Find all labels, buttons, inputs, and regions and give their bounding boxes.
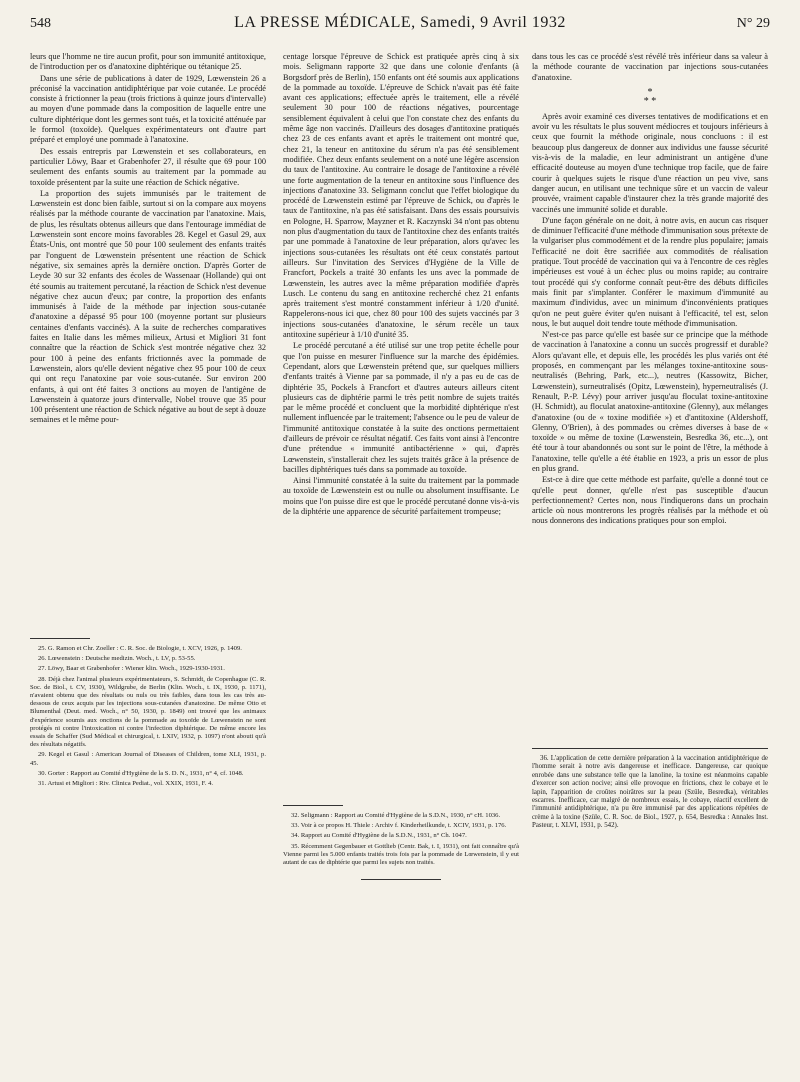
column-1-body [30,52,266,632]
paragraph: Des essais entrepris par Lœwenstein et ses collaborateurs, en particulier Löwy, Baar et Grabenhofer 27, il résulte que 69 pour 100 seulement des enfants soumis au traitement par la pommade au toxoïde présentent par la suite une réaction de Schick négative. [30,146,266,187]
column-1 [30,52,266,1067]
column-2-body [283,52,519,799]
column-3-body [532,52,768,742]
footnotes [283,812,519,867]
footnote: 27. Löwy, Baar et Grabenhofer : Wiener klin. Woch., 1929-1930-1931. [38,665,225,673]
footnote: 29. Kegel et Gasul : American Journal of Diseases of Children, tome XLI, 1931, p. 45. [30,751,266,767]
paragraph: N'est-ce pas parce qu'elle est basée sur ce principe que la méthode de vaccination à l'anatoxine a connu un succès progressif et durable? Alors qu'avant elle, et depuis elle, les procédés les plus variés ont été proposés, en commençant par les mélanges toxine-antitoxine sous-neutralisés (Behring, Park, etc...), neutres (Kassowitz, Bicher, Lœwenstein), surneutralisés (Opitz, Lœwenstein), hyperneutralisés (J. Renault, P.-P. Lévy) pour arriver jusqu'au floculat toxine-antitoxine (H. Schmidt), au floculat anatoxine-antitoxine (Glenny), aux mélanges d'anatoxine (ou de « toxine modifiée ») et d'antitoxine (Aldershoff, Glenny, O'Brien), à des pommades ou crèmes diverses à base de « toxoïde » ou même de toxine (Lœwenstein, Besredka 36, etc...), ont été tour à tour abandonnés ou sont sur le point de l'être, la méthode à l'anatoxine, telle qu'elle a été établie en 1923, a pris un essor de plus en plus grand. [532,330,768,473]
paragraph: Est-ce à dire que cette méthode est parfaite, qu'elle a donné tout ce qu'elle peut donner, qu'elle n'est pas susceptible d'aucun perfectionnement? Certes non, nous l'indiquerons dans un prochain article où nous montrerons les progrès réalisés par la méthode et où nous donnerons des indications pratiques pour son emploi. [532,475,768,526]
footnotes [532,755,768,831]
footnote-divider [532,748,768,749]
footnote: 35. Récemment Gegenbauer et Gottlieb (Centr. Bak, t. I, 1931), ont fait connaître qu'à Vienne parmi les 5.000 enfants traités trois fois par la pommade de Lœwenstein, il y eut autant de cas de diphtérie que parmi les sujets non traités. [283,842,519,867]
footnote: 28. Déjà chez l'animal plusieurs expérimentateurs, S. Schmidt, de Copenhague (C. R. Soc. de Biol., t. CV, 1930), Wildgrube, de Berlin (Klin. Woch., t. IX, 1930, p. 1171), n'avaient obtenu que des résultats ou nuls ou très faibles, dans tous les cas très au-dessous de ceux acquis par les injections sous-cutanées d'anatoxine. De même Otto et Blumenthal (Deut. med. Woch., n° 50, 1930, p. 1849) ont trouvé que les animaux d'expérience soumis aux onctions de la pommade au toxoïde de Lœwenstein ne sont protégés ni contre l'intoxication ni contre l'infection diphtérique. De même encore les essais de Schaffer (Sud Médical et chirurgical, t. LXIV, 1932, p. 1097) n'ont abouti qu'à des résultats négatifs. [30,675,266,749]
paragraph: Dans une série de publications à dater de 1929, Lœwenstein 26 a préconisé la vaccination antidiphtérique par voie cutanée. Le procédé consiste à frictionner la peau (trois frictions à quinze jours d'intervalle) au moyen d'une pommade dans la composition de laquelle entre une culture diphtérique dont les germes sont tués, et la toxicité atténuée par le formol (toxoïde). Quelques expérimentateurs ont d'autre part préparé et employé une pommade à l'anatoxine. [30,73,266,145]
footnote: 31. Artusi et Migliori : Riv. Clinica Pediat., vol. XXIX, 1931, F. 4. [38,780,214,788]
paragraph: D'une façon générale on ne doit, à notre avis, en aucun cas risquer de diminuer l'efficacité d'une méthode d'immunisation sous prétexte de la vulgariser plus commodément et de la rendre plus populaire; jamais l'efficacité ne doit être sacrifiée aux commodités de réalisation pratique. Tout procédé de vaccination qui va à l'encontre de ces règles impérieuses est voué à un échec plus ou moins rapide; au contraire tout procédé qui s'y conforme connaît peut-être des débuts difficiles mais finit par s'implanter. Conférer le maximum d'immunité au maximum d'individus, avec un minimum d'inconvénients pratiques qu'on ne peut guère éviter qu'en nuisant à l'efficacité, tel est, selon nous, le but auquel doit tendre toute méthode d'immunisation. [532,215,768,328]
column-2 [283,52,519,1067]
footnote: 32. Seligmann : Rapport au Comité d'Hygiène de la S.D.N., 1930, n° cH. 1036. [291,812,501,819]
footnote: 26. Lœwenstein : Deutsche medizin. Woch., t. LV, p. 53-55. [38,655,196,663]
page-number: 548 [30,16,51,31]
paragraph: Ainsi l'immunité constatée à la suite du traitement par la pommade au toxoïde de Lœwenstein est ou nulle ou absolument insuffisante. Le moins que l'on puisse dire est que le procédé percutané donne vis-à-vis de la diphtérie une apparence de sécurité parfaitement trompeuse; [283,476,519,517]
footnote-divider [30,638,90,639]
paragraph: centage lorsque l'épreuve de Schick est pratiquée après cinq à six mois. Seligmann rapporte 32 que dans une colonie d'enfants (à Borgsdorf près de Berlin), 150 enfants ont été soumis aux applications de la pommade au toxoïde. L'épreuve de Schick n'avait pas été faite avant ces applications; effectuée après le traitement, elle a révélé seulement 30 pour 100 de réactions négatives, pourcentage sensiblement équivalent à celui que l'on constate chez des enfants du même âge non vaccinés. D'ailleurs des dosages d'antitoxine pratiqués chez 23 de ces enfants avant et après le traitement ont montré que, chez 21, la teneur en antitoxine du sérum n'a pas été sensiblement modifiée. Chez deux enfants seulement on a noté une légère ascension du taux de l'antitoxine. Au contraire le dosage de l'antitoxine a révélé une forte augmentation de la teneur en antitoxine sous l'influence des injections d'anatoxine 33. Seligmann conclut que l'effet biologique du procédé de Lœwenstein estimé par l'épreuve de Schick, ou d'après le taux de l'antitoxine, n'a pas été satisfaisant. Dans des essais poursuivis en Pologne, H. Sparrow, Mayzner et R. Kaczynski 34 n'ont pas obtenu non plus d'augmentation du taux de l'antitoxine chez des enfants traités par une pommade à l'anatoxine de leur préparation, alors qu'avec les injections sous-cutanées les résultats ont été ceux constatés partout ailleurs. Sur l'invitation des Services d'Hygiène de la Ville de Francfort, Pockels a traité 30 enfants les uns avec la pommade de Lœwenstein, les autres avec la même préparation modifiée d'après Lusch. Le contenu du sang en antitoxine recherché chez 21 enfants après traitement s'est montré constamment inférieur à 1/20 d'unité. Rappelerons-nous ici que, chez 80 pour 100 des sujets vaccinés par 3 injections sous-cutanées d'anatoxine, le sérum recèle un taux antitoxine supérieur à 1/10 d'unité 35. [283,52,519,340]
footnote: 36. L'application de cette dernière préparation à la vaccination antidiphtérique de l'homme serait à notre avis dangereuse et inefficace. Dangereuse, car quoique enrobée dans une substance telle que la lanoline, la toxine est néanmoins capable d'exercer son action nocive; ainsi elle provoque en frictions, chez le cobaye et le lapin, l'apparition de croûtes noirâtres sur la peau (Szüle, Besredka), véritables escarres. Inefficace, car malgré de nombreux essais, le cobaye, réactif excellent de l'immunité antidiphtérique, n'a pu être immunisé par des applications répétées de crème à la toxine (Szüle, C. R. Soc. de Biol., 1927, p. 654, Besredka : Annales Inst. Pasteur, t. XLVI, 1931, p. 542). [532,755,768,830]
paragraph: Le procédé percutané a été utilisé sur une trop petite échelle pour que l'on puisse en mesurer l'influence sur la marche des épidémies. Cependant, alors que Lœwenstein prétend que, sur quelques milliers d'enfants traités à Vienne par sa pommade, il n'y a pas eu de cas de diphtérie 35, Pockels à Francfort et d'autres auteurs ailleurs citent plusieurs cas de diphtérie parmi le très petit nombre de sujets traités par le même procédé et concluent que la morbidité diphtérique n'est nullement influencée par le traitement; l'absence ou le peu de valeur de l'immunité antitoxique constatée à la suite des onctions permettaient d'ailleurs de prévoir ce résultat négatif. Ces faits vont ainsi à l'encontre d'une prétendue « immunité antibactérienne » qui, d'après Lœwenstein, s'installerait chez les sujets traités grâce à la présence de bacilles diphtériques tués dans sa pommade au toxoïde. [283,341,519,474]
footnote: 34. Rapport au Comité d'Hygiène de la S.D.N., 1931, n° Ch. 1047. [291,832,467,840]
footnote-divider [283,805,343,806]
footnote: 30. Gorter : Rapport au Comité d'Hygiène de la S. D. N., 1931, n° 4, cf. 1048. [38,769,244,777]
article-end-rule [361,879,441,880]
issue-number: N° 29 [736,16,770,31]
journal-title: LA PRESSE MÉDICALE, Samedi, 9 Avril 1932 [234,14,566,31]
paragraph: La proportion des sujets immunisés par le traitement de Lœwenstein est donc bien faible, surtout si on la compare aux moyens réalisés par la méthode courante de vaccination par l'anatoxine. Mais, de plus, les résultats obtenus ailleurs que dans l'entourage immédiat de Lœwenstein sont encore moins favorables 28. Kegel et Gasul 29, aux États-Unis, ont montré que 50 pour 100 seulement des enfants traités par l'onguent de Lœwenstein présentent une réaction de Schick négative, six semaines après la dernière onction. D'après Gorter de Leyde 30 sur 32 enfants des écoles de Wassenaar (Hollande) qui ont été soumis au traitement percutané, la réaction de Schick n'est devenue négative chez aucun d'eux; par contre, la proportion des enfants immunisés à l'aide de la méthode par injection sous-cutanée d'anatoxine a dépassé 95 pour 100 (moyenne portant sur plusieurs centaines d'enfants vaccinés). A la suite de recherches comparatives faites en Italie dans les mêmes milieux, Artusi et Migliori 31 font connaître que la réaction de Schick s'est montrée négative chez 32 pour 100 à peine des enfants frictionnés avec la pommade de Lœwenstein, alors qu'elle devient négative chez 95 pour 100 de ceux qui ont reçu l'anatoxine par voie sous-cutanée. Sur environ 200 enfants, à qui ont été faites 3 onctions au moyen de l'antigène de Lœwenstein à quatorze jours d'intervalle, Nobel trouve que 35 pour 100 présentent une réaction de Schick négative au bout de sept à douze semaines et le même pour- [30,188,266,425]
footnote: 25. G. Ramon et Chr. Zoeller : C. R. Soc. de Biologie, t. XCV, 1926, p. 1409. [38,645,242,652]
footnotes [30,645,266,788]
paragraph: dans tous les cas ce procédé s'est révélé très inférieur dans sa valeur à la méthode courante de vaccination par injections sous-cutanées d'anatoxine. [532,52,768,82]
page-header [30,12,770,38]
footnote: 33. Voir à ce propos H. Thiele : Archiv f. Kinderheilkunde, t. XCIV, 1931, p. 176. [291,822,507,830]
paragraph: leurs que l'homme ne tire aucun profit, pour son immunité antitoxique, de l'introduction per os d'anatoxine diphtérique ou tétanique 25. [30,52,266,72]
column-3 [532,52,768,1067]
section-separator-stars: * * * [643,86,657,107]
paragraph: Après avoir examiné ces diverses tentatives de modifications et en avoir vu les résultats le plus souvent médiocres et toujours inférieurs à ceux que fournit la méthode originale, nous concluons : il est beaucoup plus dangereux de donner aux individus une fausse sécurité vis-à-vis de la maladie, en leur administrant un antigène d'une efficacité douteuse au moyen d'une technique trop facile, que de faire courir à quelques sujets le risque d'une réaction un peu vive, sans danger aucun, en utilisant une technique sûre et un vaccin de valeur prouvée, vraiment capable d'instaurer chez la très grande majorité des vaccinés une immunité solide et durable. [532,111,768,214]
